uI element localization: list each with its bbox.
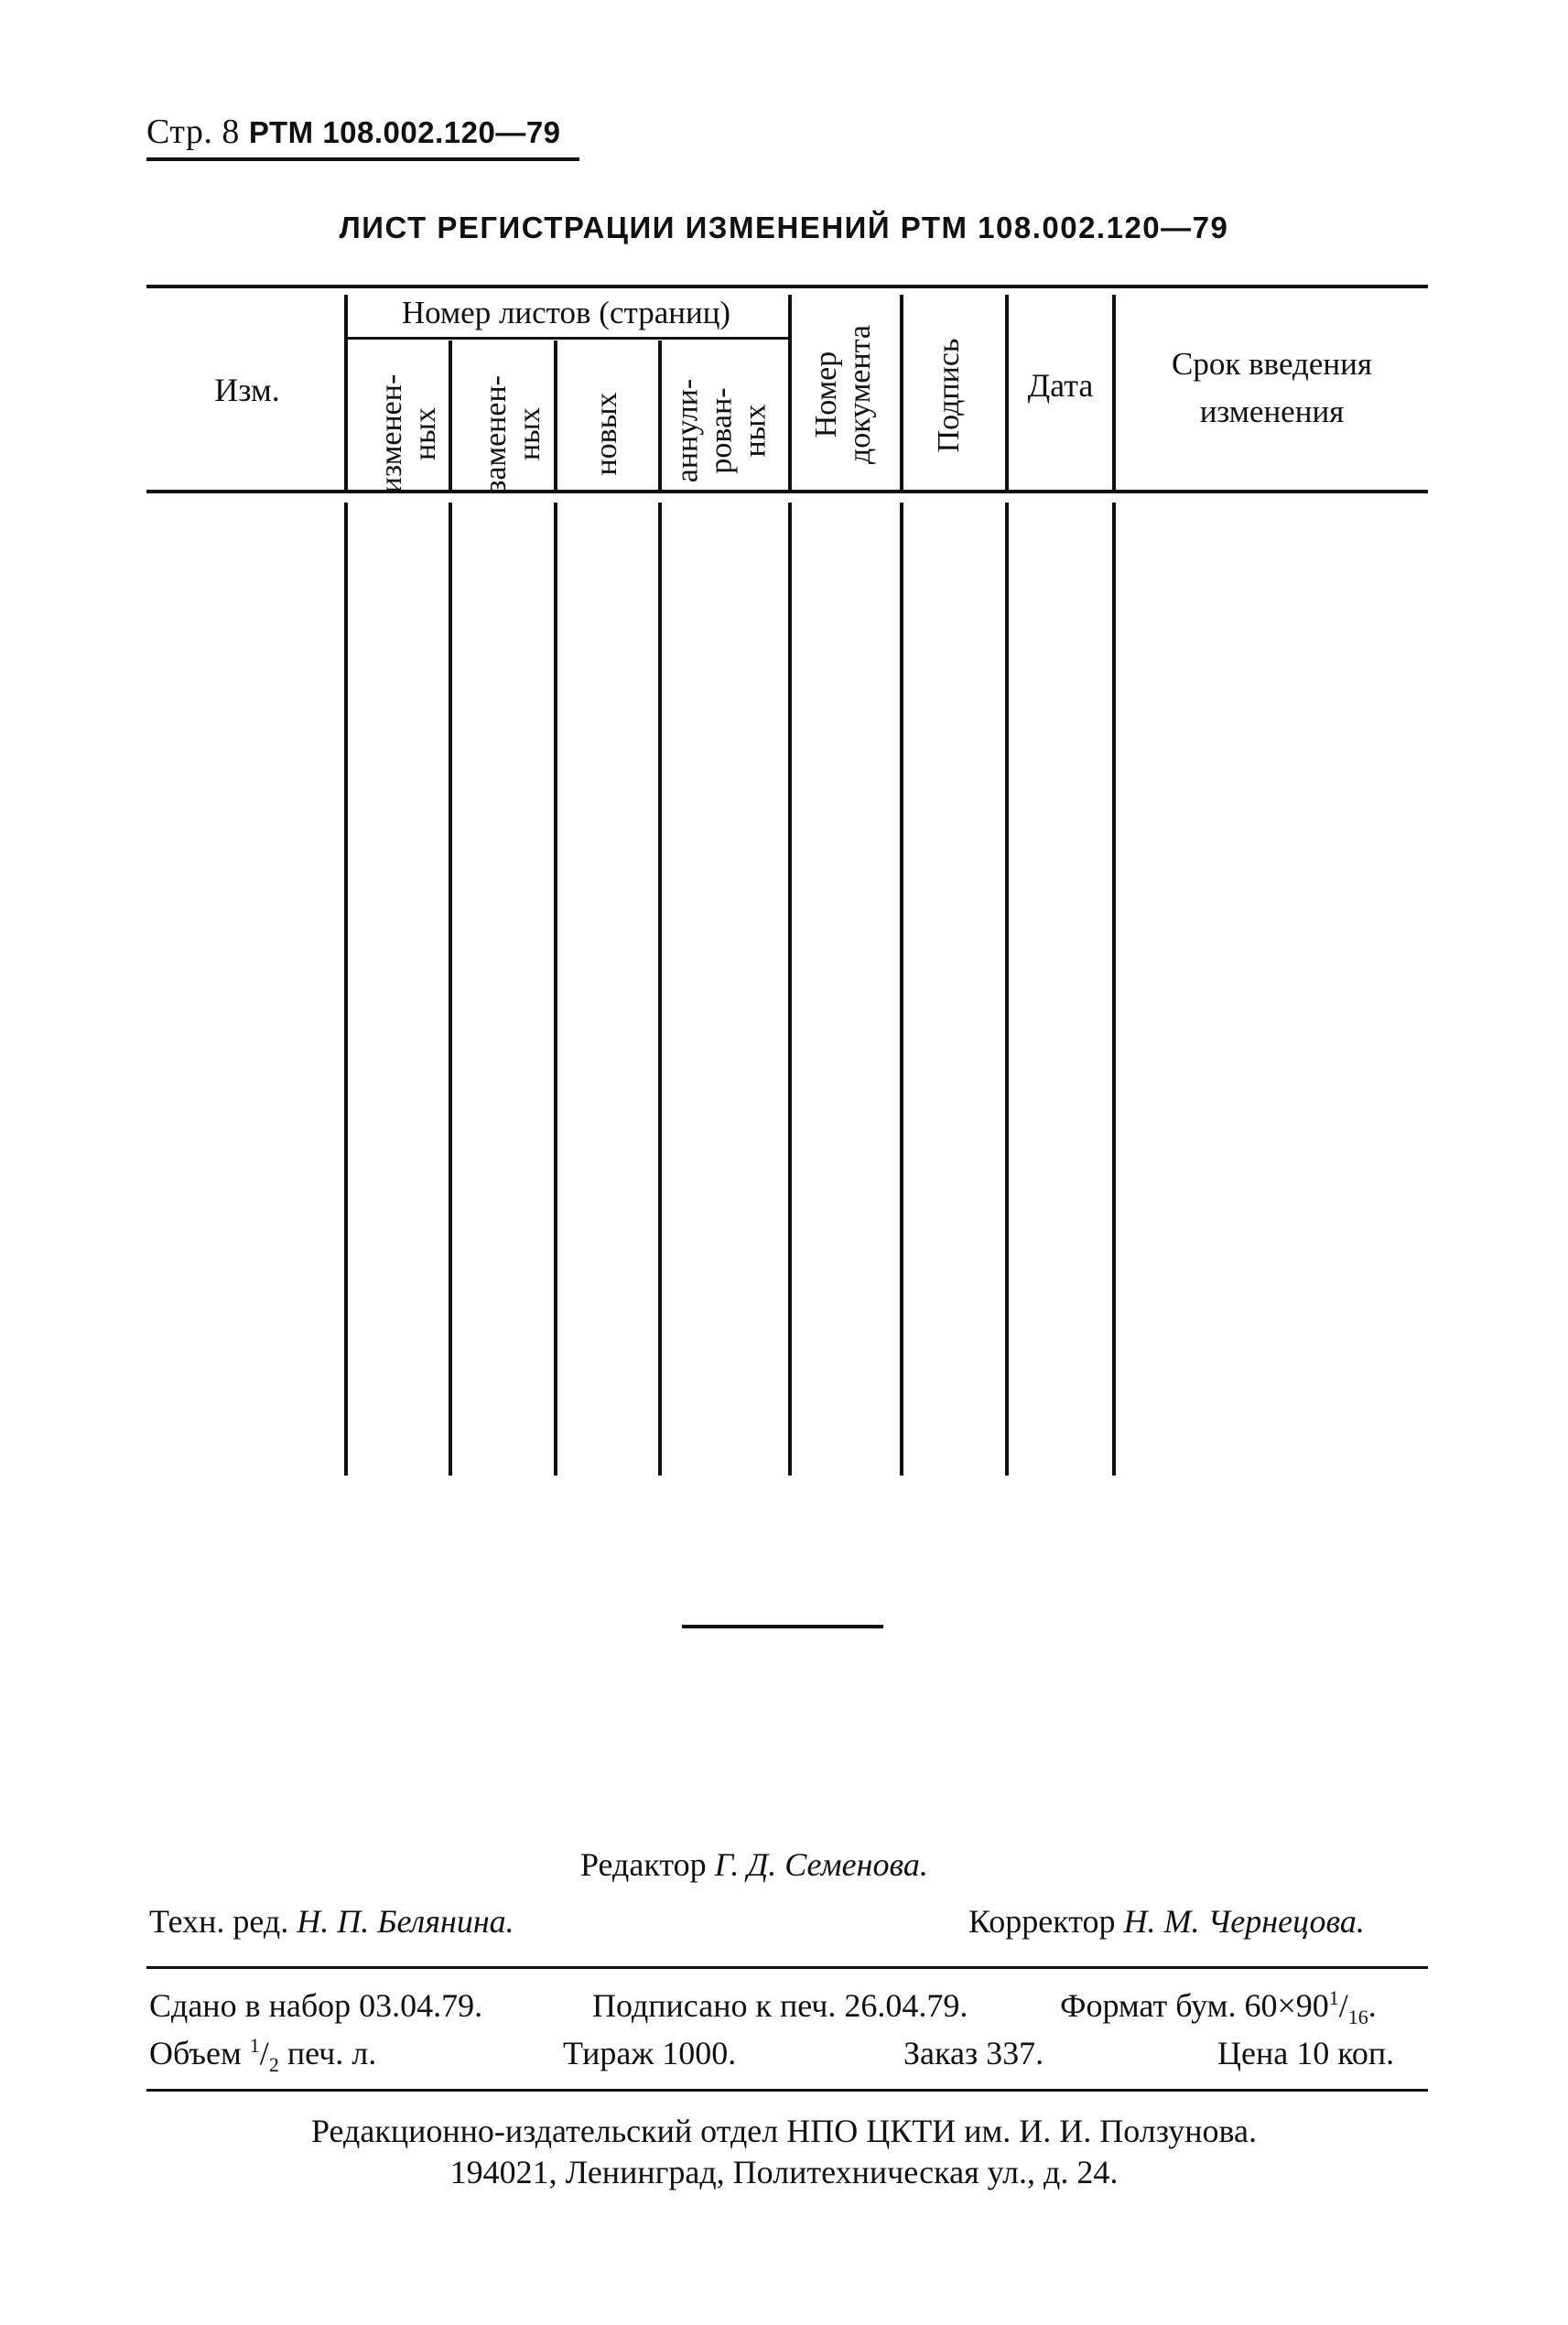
editor-label: Редактор	[580, 1846, 707, 1883]
credits-rule	[146, 1966, 1428, 1969]
col-change-header: Изм.	[214, 372, 280, 408]
corrector-name: Н. М. Чернецова.	[1123, 1903, 1365, 1940]
publisher-address: 194021, Ленинград, Политехническая ул., д. 24.	[449, 2154, 1119, 2190]
col-replaced-header: заменен- ных	[479, 375, 546, 492]
editor-credit	[580, 1845, 928, 1884]
col-annulled-header: аннули- рован- ных	[670, 378, 773, 483]
col-new-header: новых	[589, 392, 623, 476]
tech-editor-credit	[149, 1902, 514, 1941]
page-header	[146, 112, 561, 152]
column-divider	[900, 295, 903, 1476]
col-changed-header: изменен- ных	[374, 373, 442, 494]
column-divider	[788, 295, 792, 1476]
tech-editor-name: Н. П. Белянина.	[297, 1903, 514, 1940]
paper-format: Формат бум. $60\times 90^1/_{16}$.	[1060, 1986, 1377, 2029]
column-divider	[344, 295, 348, 1476]
editor-name: Г. Д. Семенова.	[714, 1846, 928, 1883]
group-sheets-header: Номер листов (страниц)	[401, 295, 731, 330]
page-label: Стр. 8	[146, 113, 240, 151]
tech-editor-label: Техн. ред.	[149, 1903, 289, 1940]
column-divider	[658, 341, 662, 1476]
column-divider	[554, 341, 557, 1476]
column-divider	[1005, 295, 1009, 1476]
column-divider	[1112, 295, 1116, 1476]
publisher-line: Редакционно-издательский отдел НПО ЦКТИ им. И. И. Ползунова.	[311, 2113, 1257, 2149]
section-divider	[682, 1625, 883, 1628]
circulation: Тираж 1000.	[563, 2035, 737, 2071]
header-underline	[146, 157, 579, 161]
corrector-label: Корректор	[968, 1903, 1116, 1940]
signed-date: Подписано к печ. 26.04.79.	[592, 1987, 968, 2024]
sheet-title: ЛИСТ РЕГИСТРАЦИИ ИЗМЕНЕНИЙ РТМ 108.002.120—79	[339, 211, 1229, 244]
col-term-header: Срок введения изменения	[1172, 346, 1372, 429]
col-date-header: Дата	[1027, 367, 1094, 404]
col-doc-number-header: Номер документа	[809, 324, 877, 465]
typeset-date: Сдано в набор 03.04.79.	[149, 1987, 483, 2024]
col-signature-header: Подпись	[932, 338, 966, 453]
price: Цена 10 коп.	[1217, 2035, 1395, 2071]
publication-rule	[146, 2089, 1428, 2092]
column-divider	[449, 341, 452, 1476]
group-header-rule	[344, 337, 788, 340]
corrector-credit	[968, 1902, 1365, 1941]
volume: Объем $^1/_2$ печ. л.	[149, 2034, 377, 2077]
table-top-rule	[146, 285, 1428, 288]
order-number: Заказ 337.	[903, 2035, 1044, 2071]
doc-code: РТМ 108.002.120—79	[248, 115, 561, 149]
